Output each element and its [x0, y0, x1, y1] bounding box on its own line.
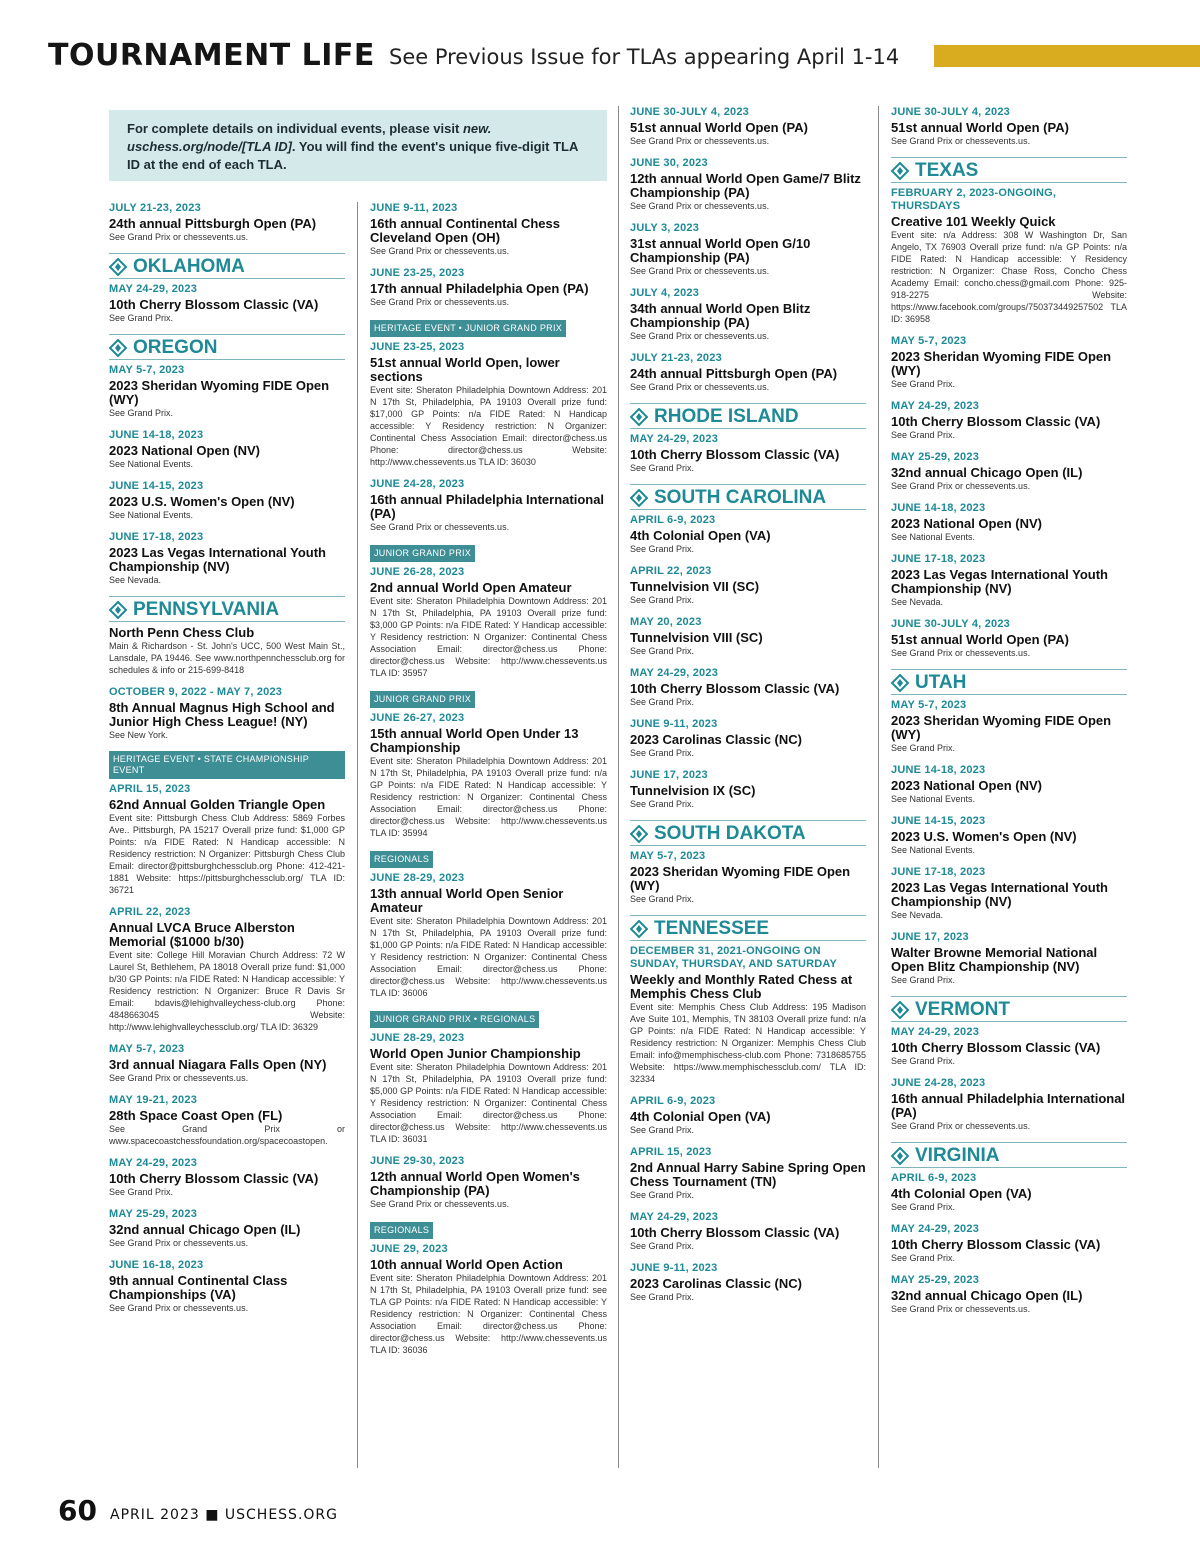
event-entry [109, 283, 345, 324]
state-heading [630, 820, 866, 846]
state-marker-icon [630, 408, 648, 426]
state-name: VERMONT [915, 999, 1010, 1020]
event-detail: See Grand Prix. [630, 544, 695, 554]
event-title: 2023 Las Vegas International Youth Championship (NV) [109, 545, 326, 574]
event-title: 13th annual World Open Senior Amateur [370, 886, 564, 915]
event-entry [891, 400, 1127, 441]
state-name: PENNSYLVANIA [133, 599, 280, 620]
event-title: 9th annual Continental Class Championships (VA) [109, 1273, 288, 1302]
event-entry [630, 287, 866, 342]
event-detail: See New York. [109, 730, 169, 740]
event-title: Annual LVCA Bruce Alberston Memorial ($1000 b/30) [109, 920, 295, 949]
event-entry [891, 1274, 1127, 1315]
event-entry [109, 686, 345, 741]
event-entry [109, 531, 345, 586]
event-date: JULY 4, 2023 [630, 287, 700, 299]
event-detail: See Grand Prix. [891, 1253, 956, 1263]
state-heading [891, 996, 1127, 1022]
event-date: MAY 24-29, 2023 [109, 1157, 198, 1169]
state-marker-icon [891, 162, 909, 180]
event-entry [891, 553, 1127, 608]
event-title: 17th annual Philadelphia Open (PA) [370, 281, 589, 296]
event-title: Walter Browne Memorial National Open Blitz Championship (NV) [891, 945, 1098, 974]
event-detail: Event site: Pittsburgh Chess Club Address: 5869 Forbes Ave.. Pittsburgh, PA 15217 Overall prize fund: $1,000 GP Points: n/a FIDE Rated: N Handicap accessible: N Residency restriction: N Organizer: Pittsburgh Chess Club Email: director@pittsburghchessclub.org Phone: 412-421-1881 Website: https://pittsburghchessclub.org/ TLA ID: 36721 [109, 813, 345, 895]
event-detail: See National Events. [891, 532, 976, 542]
event-detail: See Grand Prix or chessevents.us. [370, 522, 510, 532]
state-marker-icon [109, 339, 127, 357]
event-detail: See Grand Prix or chessevents.us. [891, 481, 1031, 491]
state-heading [109, 596, 345, 622]
event-entry [109, 1043, 345, 1084]
column-divider [878, 106, 879, 1468]
event-title: 2023 Sheridan Wyoming FIDE Open (WY) [891, 349, 1112, 378]
event-detail: See Nevada. [891, 597, 944, 607]
state-heading [109, 334, 345, 360]
event-date: JUNE 9-11, 2023 [630, 718, 718, 730]
event-detail: See Grand Prix or chessevents.us. [891, 648, 1031, 658]
state-name: OREGON [133, 337, 218, 358]
state-name: VIRGINIA [915, 1145, 1000, 1166]
event-detail: See Grand Prix. [891, 1202, 956, 1212]
event-title: Creative 101 Weekly Quick [891, 214, 1056, 229]
event-tag: REGIONALS [370, 851, 433, 868]
column-2 [370, 202, 607, 1366]
event-detail: See Grand Prix. [630, 748, 695, 758]
event-detail: See Grand Prix. [630, 1125, 695, 1135]
state-marker-icon [109, 258, 127, 276]
event-detail: See Grand Prix. [630, 463, 695, 473]
event-detail: See Grand Prix. [630, 1292, 695, 1302]
event-detail: See Grand Prix. [891, 379, 956, 389]
event-title: 10th Cherry Blossom Classic (VA) [891, 414, 1101, 429]
event-detail: See Grand Prix or chessevents.us. [630, 266, 770, 276]
event-entry [370, 543, 607, 679]
column-1 [109, 202, 345, 1324]
event-date: JUNE 28-29, 2023 [370, 1032, 465, 1044]
event-detail: See Grand Prix or chessevents.us. [109, 1073, 249, 1083]
event-detail: See Grand Prix. [630, 595, 695, 605]
state-heading [109, 253, 345, 279]
column-4 [891, 106, 1127, 1325]
event-title: 24th annual Pittsburgh Open (PA) [630, 366, 838, 381]
event-date: APRIL 15, 2023 [109, 783, 191, 795]
event-detail: See Grand Prix or chessevents.us. [891, 136, 1031, 146]
event-detail: See Grand Prix. [891, 975, 956, 985]
event-entry [109, 429, 345, 470]
event-entry [370, 318, 607, 468]
event-entry [891, 618, 1127, 659]
event-title: 2023 U.S. Women's Open (NV) [891, 829, 1077, 844]
event-date: JULY 21-23, 2023 [630, 352, 722, 364]
event-detail: See Grand Prix. [109, 313, 174, 323]
event-entry [109, 1157, 345, 1198]
event-entry [109, 906, 345, 1033]
event-detail: See Grand Prix or chessevents.us. [891, 1121, 1031, 1131]
event-title: Tunnelvision IX (SC) [630, 783, 756, 798]
event-entry [109, 202, 345, 243]
event-entry [109, 480, 345, 521]
state-name: TENNESSEE [654, 918, 770, 939]
event-date: JUNE 17, 2023 [630, 769, 708, 781]
event-detail: Event site: Memphis Chess Club Address: 195 Madison Ave Suite 101, Memphis, TN 38103 Overall prize fund: n/a GP Points: n/a FIDE Rated: N Handicap accessible: Y Residency restriction: N Organizer: Memphis Chess Club Email: info@memphischess-club.com Phone: 7318685755 Website: https://www.memphischessclub.com/ TLA ID: 32334 [630, 1002, 866, 1084]
event-detail: See Nevada. [109, 575, 162, 585]
event-entry [630, 514, 866, 555]
event-date: JUNE 14-15, 2023 [109, 480, 204, 492]
event-entry [630, 1095, 866, 1136]
event-date: JUNE 30-JULY 4, 2023 [630, 106, 749, 118]
event-entry [630, 718, 866, 759]
state-heading [630, 403, 866, 429]
event-detail: See Grand Prix. [630, 894, 695, 904]
event-detail: See Grand Prix or chessevents.us. [630, 382, 770, 392]
state-name: SOUTH DAKOTA [654, 823, 806, 844]
event-title: 10th Cherry Blossom Classic (VA) [630, 447, 840, 462]
column-divider [357, 202, 358, 1468]
event-title: 2023 Sheridan Wyoming FIDE Open (WY) [109, 378, 330, 407]
event-title: 32nd annual Chicago Open (IL) [109, 1222, 301, 1237]
event-detail: See National Events. [891, 794, 976, 804]
event-title: 2023 U.S. Women's Open (NV) [109, 494, 295, 509]
event-detail: Main & Richardson - St. John's UCC, 500 West Main St., Lansdale, PA 19446. See www.northpennchessclub.org for schedules & info or 215-699-8418 [109, 641, 345, 675]
event-date: APRIL 6-9, 2023 [630, 1095, 716, 1107]
event-date: FEBRUARY 2, 2023-ONGOING, THURSDAYS [891, 187, 1057, 212]
event-title: World Open Junior Championship [370, 1046, 581, 1061]
event-detail: See Grand Prix. [630, 697, 695, 707]
event-entry [891, 451, 1127, 492]
event-detail: See Grand Prix. [630, 646, 695, 656]
event-entry [891, 866, 1127, 921]
event-date: JUNE 17, 2023 [891, 931, 969, 943]
event-entry [630, 1146, 866, 1201]
event-detail: See Grand Prix or www.spacecoastchessfoundation.org/spacecoastopen. [109, 1124, 345, 1146]
event-title: 51st annual World Open (PA) [630, 120, 808, 135]
event-date: OCTOBER 9, 2022 - MAY 7, 2023 [109, 686, 283, 698]
event-entry [891, 1077, 1127, 1132]
event-detail: See Nevada. [891, 910, 944, 920]
event-entry [630, 1211, 866, 1252]
event-detail: See Grand Prix or chessevents.us. [630, 136, 770, 146]
event-title: 51st annual World Open (PA) [891, 632, 1069, 647]
event-detail: Event site: Sheraton Philadelphia Downtown Address: 201 N 17th St, Philadelphia, PA 19103 Overall prize fund: $5,000 GP Points: n/a FIDE Rated: N Handicap accessible: Y Residency restriction: N Organizer: Continental Chess Association Email: director@chess.us Phone: director@chess.us Website: http://www.chessevents.us TLA ID: 36031 [370, 1062, 607, 1144]
event-detail: See Grand Prix or chessevents.us. [370, 1199, 510, 1209]
event-tag: REGIONALS [370, 1222, 433, 1239]
event-detail: See Grand Prix. [630, 1241, 695, 1251]
event-title: 62nd Annual Golden Triangle Open [109, 797, 326, 812]
event-date: JUNE 9-11, 2023 [370, 202, 458, 214]
event-date: MAY 24-29, 2023 [109, 283, 198, 295]
event-entry [891, 1223, 1127, 1264]
event-entry [109, 1259, 345, 1314]
event-tag: JUNIOR GRAND PRIX [370, 545, 475, 562]
info-text-2: . You will find the event's unique five-digit TLA ID at the end of each TLA. [127, 139, 578, 172]
event-date: JUNE 29, 2023 [370, 1243, 448, 1255]
event-entry [891, 106, 1127, 147]
event-title: 2023 National Open (NV) [891, 516, 1042, 531]
event-date: APRIL 6-9, 2023 [630, 514, 716, 526]
event-date: JUNE 17-18, 2023 [891, 866, 986, 878]
event-date: JUNE 14-18, 2023 [891, 764, 986, 776]
event-date: DECEMBER 31, 2021-ONGOING ON SUNDAY, THURSDAY, AND SATURDAY [630, 945, 838, 970]
event-title: 16th annual Philadelphia International (PA) [891, 1091, 1126, 1120]
event-title: 12th annual World Open Game/7 Blitz Championship (PA) [630, 171, 861, 200]
event-entry [630, 1262, 866, 1303]
event-entry [630, 565, 866, 606]
event-title: 4th Colonial Open (VA) [891, 1186, 1032, 1201]
event-detail: See Grand Prix or chessevents.us. [109, 1238, 249, 1248]
state-name: RHODE ISLAND [654, 406, 799, 427]
event-entry [630, 945, 866, 1085]
event-date: MAY 25-29, 2023 [891, 1274, 980, 1286]
state-heading [630, 484, 866, 510]
event-title: 2023 National Open (NV) [891, 778, 1042, 793]
event-date: MAY 24-29, 2023 [630, 667, 719, 679]
state-marker-icon [109, 601, 127, 619]
event-date: JUNE 29-30, 2023 [370, 1155, 465, 1167]
state-name: TEXAS [915, 160, 979, 181]
event-entry [891, 931, 1127, 986]
state-name: UTAH [915, 672, 967, 693]
state-heading [891, 669, 1127, 695]
state-marker-icon [891, 674, 909, 692]
event-entry [370, 478, 607, 533]
event-entry [370, 1009, 607, 1145]
event-date: JUNE 23-25, 2023 [370, 267, 465, 279]
event-date: MAY 5-7, 2023 [109, 364, 185, 376]
column-divider [618, 106, 619, 1468]
event-title: 2023 Sheridan Wyoming FIDE Open (WY) [891, 713, 1112, 742]
event-date: MAY 25-29, 2023 [109, 1208, 198, 1220]
issue-label: APRIL 2023 ■ USCHESS.ORG [110, 1507, 338, 1523]
event-detail: See Grand Prix. [891, 1056, 956, 1066]
event-detail: Event site: College Hill Moravian Church Address: 72 W Laurel St, Bethlehem, PA 18018 Overall prize fund: $1,000 b/30 GP Points: n/a FIDE Rated: N Handicap accessible: Y Residency restriction: N Organizer: Bruce R Davis Sr Email: bdavis@lehighvalleychess-club.org Phone: 4848663045 Website: http://www.lehighvalleychessclub.org/ TLA ID: 36329 [109, 950, 345, 1032]
event-detail: See Grand Prix. [891, 430, 956, 440]
state-heading [891, 1142, 1127, 1168]
event-title: 4th Colonial Open (VA) [630, 528, 771, 543]
event-title: 4th Colonial Open (VA) [630, 1109, 771, 1124]
column-3 [630, 106, 866, 1313]
event-date: MAY 5-7, 2023 [630, 850, 706, 862]
event-detail: See Grand Prix. [891, 743, 956, 753]
event-date: APRIL 6-9, 2023 [891, 1172, 977, 1184]
state-heading [891, 157, 1127, 183]
event-detail: See National Events. [891, 845, 976, 855]
event-title: 31st annual World Open G/10 Championship (PA) [630, 236, 811, 265]
event-entry [630, 222, 866, 277]
event-entry [630, 106, 866, 147]
event-detail: Event site: Sheraton Philadelphia Downtown Address: 201 N 17th St, Philadelphia, PA 19103 Overall prize fund: $1,000 GP Points: n/a FIDE Rated: N Handicap accessible: Y Residency restriction: N Organizer: Continental Chess Association Email: director@chess.us Phone: director@chess.us Website: http://www.chessevents.us TLA ID: 36006 [370, 916, 607, 998]
event-detail: See Grand Prix or chessevents.us. [109, 1303, 249, 1313]
event-entry [109, 1208, 345, 1249]
event-title: 24th annual Pittsburgh Open (PA) [109, 216, 317, 231]
event-date: JUNE 30, 2023 [630, 157, 708, 169]
event-title: North Penn Chess Club [109, 625, 255, 640]
event-title: 16th annual Philadelphia International (PA) [370, 492, 605, 521]
event-date: MAY 24-29, 2023 [891, 1223, 980, 1235]
event-date: JUNE 14-18, 2023 [891, 502, 986, 514]
event-detail: See Grand Prix. [109, 408, 174, 418]
event-entry [109, 626, 345, 676]
event-title: 2023 Las Vegas International Youth Championship (NV) [891, 567, 1108, 596]
info-box [109, 110, 607, 181]
event-date: JUNE 30-JULY 4, 2023 [891, 106, 1010, 118]
event-date: JUNE 17-18, 2023 [891, 553, 986, 565]
event-date: JUNE 28-29, 2023 [370, 872, 465, 884]
event-detail: See Grand Prix or chessevents.us. [891, 1304, 1031, 1314]
event-title: 32nd annual Chicago Open (IL) [891, 465, 1083, 480]
event-title: 51st annual World Open (PA) [891, 120, 1069, 135]
event-entry [370, 849, 607, 999]
event-title: 2023 Carolinas Classic (NC) [630, 732, 802, 747]
state-name: SOUTH CAROLINA [654, 487, 827, 508]
event-date: MAY 24-29, 2023 [630, 1211, 719, 1223]
page-subtitle: See Previous Issue for TLAs appearing April 1-14 [389, 45, 900, 69]
header-accent-bar [934, 45, 1200, 67]
event-entry [109, 751, 345, 896]
event-date: MAY 5-7, 2023 [109, 1043, 185, 1055]
page-number: 60 [58, 1494, 97, 1527]
state-heading [630, 915, 866, 941]
event-title: 28th Space Coast Open (FL) [109, 1108, 283, 1123]
event-entry [891, 764, 1127, 805]
event-title: 2023 Las Vegas International Youth Championship (NV) [891, 880, 1108, 909]
event-entry [630, 667, 866, 708]
event-date: MAY 19-21, 2023 [109, 1094, 198, 1106]
event-entry [891, 1172, 1127, 1213]
event-entry [370, 689, 607, 839]
event-detail: See Grand Prix or chessevents.us. [370, 246, 510, 256]
event-title: 2nd Annual Harry Sabine Spring Open Chess Tournament (TN) [630, 1160, 866, 1189]
event-detail: Event site: Sheraton Philadelphia Downtown Address: 201 N 17th St, Philadelphia, PA 19103 Overall prize fund: see TLA GP Points: n/a FIDE Rated: N Handicap accessible: Y Residency restriction: N Organizer: Continental Chess Association Email: director@chess.us Phone: director@chess.us Website: http://www.chessevents.us TLA ID: 36036 [370, 1273, 607, 1355]
event-entry [109, 364, 345, 419]
event-date: MAY 24-29, 2023 [891, 1026, 980, 1038]
event-date: MAY 20, 2023 [630, 616, 702, 628]
info-url[interactable]: new. uschess.org/node/[TLA ID] [127, 121, 492, 154]
event-title: 3rd annual Niagara Falls Open (NY) [109, 1057, 327, 1072]
event-title: Weekly and Monthly Rated Chess at Memphis Chess Club [630, 972, 853, 1001]
event-detail: See Grand Prix. [630, 799, 695, 809]
event-detail: Event site: Sheraton Philadelphia Downtown Address: 201 N 17th St, Philadelphia, PA 19103 Overall prize fund: $17,000 GP Points: n/a FIDE Rated: N Handicap accessible: Y Residency restriction: N Organizer: Continental Chess Association Email: director@chess.us Phone: director@chess.us Website: http://www.chessevents.us TLA ID: 36030 [370, 385, 607, 467]
event-title: 51st annual World Open, lower sections [370, 355, 560, 384]
event-title: Tunnelvision VIII (SC) [630, 630, 763, 645]
event-entry [891, 699, 1127, 754]
page-title: TOURNAMENT LIFE [48, 38, 375, 73]
event-entry [370, 1155, 607, 1210]
info-text-1: For complete details on individual events, please visit [127, 121, 463, 136]
event-detail: See Grand Prix. [630, 1190, 695, 1200]
event-detail: Event site: Sheraton Philadelphia Downtown Address: 201 N 17th St, Philadelphia, PA 19103 Overall prize fund: $3,000 GP Points: n/a FIDE Rated: Y Handicap accessible: Y Residency restriction: N Organizer: Continental Chess Association Email: director@chess.us Phone: director@chess.us Website: http://www.chessevents.us TLA ID: 35957 [370, 596, 607, 678]
event-title: 32nd annual Chicago Open (IL) [891, 1288, 1083, 1303]
event-entry [891, 335, 1127, 390]
event-entry [891, 1026, 1127, 1067]
event-date: JULY 21-23, 2023 [109, 202, 201, 214]
event-title: 10th Cherry Blossom Classic (VA) [109, 297, 319, 312]
event-entry [630, 616, 866, 657]
event-title: 2023 National Open (NV) [109, 443, 260, 458]
event-detail: See Grand Prix or chessevents.us. [630, 201, 770, 211]
event-title: 10th Cherry Blossom Classic (VA) [891, 1237, 1101, 1252]
state-marker-icon [891, 1001, 909, 1019]
event-detail: See Grand Prix or chessevents.us. [109, 232, 249, 242]
event-title: 8th Annual Magnus High School and Junior High Chess League! (NY) [109, 700, 335, 729]
event-title: 2023 Sheridan Wyoming FIDE Open (WY) [630, 864, 851, 893]
event-date: MAY 24-29, 2023 [630, 433, 719, 445]
event-title: 10th annual World Open Action [370, 1257, 563, 1272]
event-entry [630, 769, 866, 810]
event-entry [891, 187, 1127, 325]
event-title: 15th annual World Open Under 13 Championship [370, 726, 579, 755]
event-title: Tunnelvision VII (SC) [630, 579, 760, 594]
event-date: JUNE 30-JULY 4, 2023 [891, 618, 1010, 630]
event-title: 12th annual World Open Women's Championship (PA) [370, 1169, 580, 1198]
event-detail: See National Events. [109, 459, 194, 469]
event-date: JUNE 24-28, 2023 [370, 478, 465, 490]
event-entry [891, 815, 1127, 856]
event-date: JUNE 9-11, 2023 [630, 1262, 718, 1274]
event-date: JUNE 26-28, 2023 [370, 566, 465, 578]
event-entry [370, 1220, 607, 1356]
event-title: 10th Cherry Blossom Classic (VA) [630, 1225, 840, 1240]
event-detail: See Grand Prix or chessevents.us. [630, 331, 770, 341]
event-date: APRIL 15, 2023 [630, 1146, 712, 1158]
state-marker-icon [891, 1147, 909, 1165]
event-detail: Event site: Sheraton Philadelphia Downtown Address: 201 N 17th St, Philadelphia, PA 19103 Overall prize fund: n/a GP Points: n/a FIDE Rated: N Handicap accessible: Y Residency restriction: N Organizer: Continental Chess Association Email: director@chess.us Phone: director@chess.us Website: http://www.chessevents.us TLA ID: 35994 [370, 756, 607, 838]
state-marker-icon [630, 489, 648, 507]
event-tag: HERITAGE EVENT • JUNIOR GRAND PRIX [370, 320, 566, 337]
event-entry [630, 157, 866, 212]
event-date: MAY 24-29, 2023 [891, 400, 980, 412]
event-tag: JUNIOR GRAND PRIX • REGIONALS [370, 1011, 539, 1028]
event-tag: JUNIOR GRAND PRIX [370, 691, 475, 708]
event-date: JUNE 26-27, 2023 [370, 712, 465, 724]
event-date: JUNE 14-18, 2023 [109, 429, 204, 441]
event-date: JULY 3, 2023 [630, 222, 700, 234]
event-tag: HERITAGE EVENT • STATE CHAMPIONSHIP EVENT [109, 751, 345, 779]
event-entry [109, 1094, 345, 1147]
event-entry [891, 502, 1127, 543]
event-entry [370, 202, 607, 257]
event-entry [630, 850, 866, 905]
event-detail: See National Events. [109, 510, 194, 520]
event-date: JUNE 17-18, 2023 [109, 531, 204, 543]
event-date: APRIL 22, 2023 [630, 565, 712, 577]
event-detail: Event site: n/a Address: 308 W Washington Dr, San Angelo, TX 76903 Overall prize fund: n/a GP Points: n/a FIDE Rated: N Handicap accessible: Y Residency restriction: N Organizer: Chase Ross, Concho Chess Academy Email: concho.chess@gmail.com Phone: 925-918-2275 Website: https://www.facebook.com/groups/750373449257502 TLA ID: 36958 [891, 230, 1127, 324]
event-title: 2023 Carolinas Classic (NC) [630, 1276, 802, 1291]
event-date: JUNE 16-18, 2023 [109, 1259, 204, 1271]
state-name: OKLAHOMA [133, 256, 245, 277]
state-marker-icon [630, 825, 648, 843]
event-date: JUNE 24-28, 2023 [891, 1077, 986, 1089]
event-title: 34th annual World Open Blitz Championship (PA) [630, 301, 811, 330]
event-detail: See Grand Prix or chessevents.us. [370, 297, 510, 307]
event-detail: See Grand Prix. [109, 1187, 174, 1197]
event-date: MAY 5-7, 2023 [891, 335, 967, 347]
event-date: MAY 5-7, 2023 [891, 699, 967, 711]
event-entry [630, 433, 866, 474]
event-date: JUNE 23-25, 2023 [370, 341, 465, 353]
event-entry [630, 352, 866, 393]
event-title: 16th annual Continental Chess Cleveland Open (OH) [370, 216, 560, 245]
event-date: JUNE 14-15, 2023 [891, 815, 986, 827]
event-title: 10th Cherry Blossom Classic (VA) [630, 681, 840, 696]
event-date: MAY 25-29, 2023 [891, 451, 980, 463]
event-entry [370, 267, 607, 308]
event-title: 2nd annual World Open Amateur [370, 580, 572, 595]
event-title: 10th Cherry Blossom Classic (VA) [891, 1040, 1101, 1055]
event-title: 10th Cherry Blossom Classic (VA) [109, 1171, 319, 1186]
event-date: APRIL 22, 2023 [109, 906, 191, 918]
state-marker-icon [630, 920, 648, 938]
